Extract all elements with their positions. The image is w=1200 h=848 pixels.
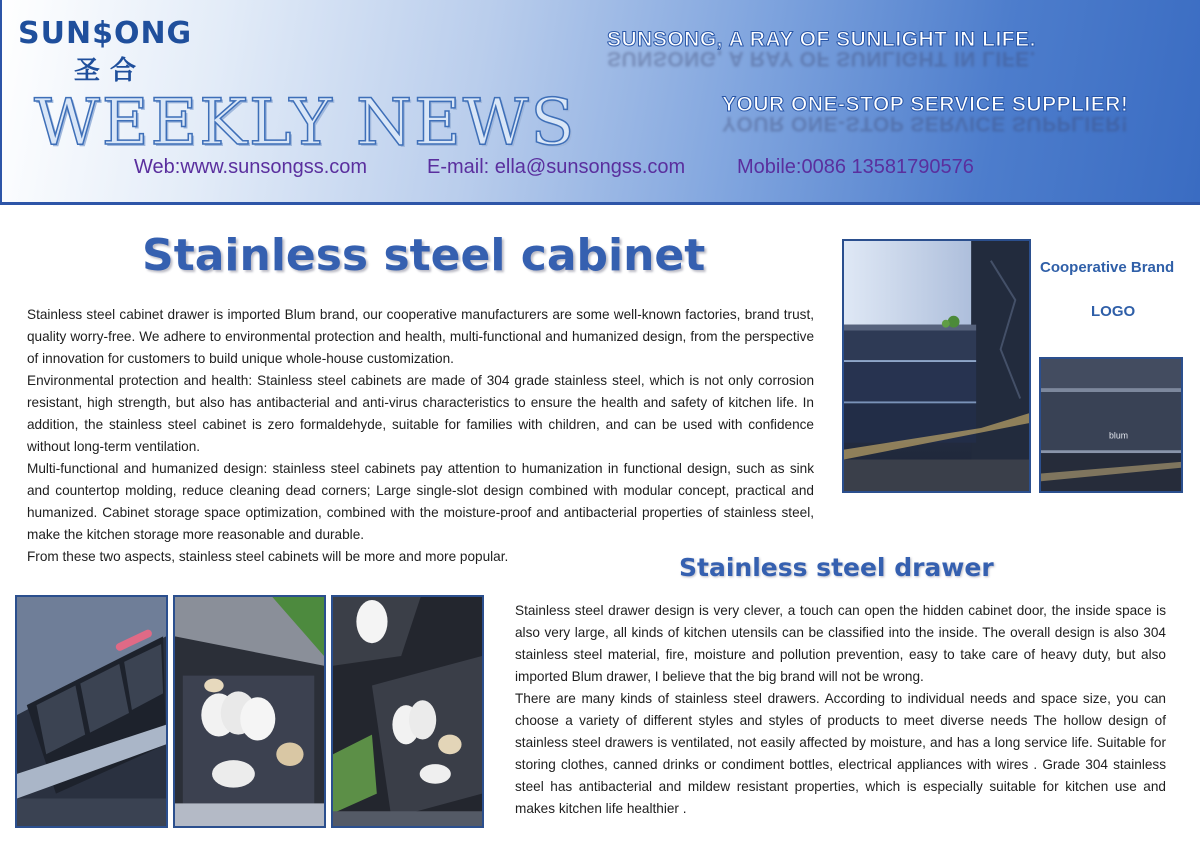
contact-email[interactable]: E-mail: ella@sunsongss.com [427,156,686,178]
cabinet-paragraph: Stainless steel cabinet drawer is imported Blum brand, our cooperative manufacturers are some well-known factories, brand trust, quality worry-free. We adhere to environmental protection and health, multi-functional and humanized design, from the perspective of innovation for customers to build unique whole-house customization. [27,307,814,366]
slogan-service: YOUR ONE-STOP SERVICE SUPPLIER! [722,93,1129,116]
cabinet-paragraph: From these two aspects, stainless steel cabinets will be more and more popular. [27,549,509,564]
cutlery-drawer-photo [15,595,168,828]
cabinet-paragraph: Multi-functional and humanized design: stainless steel cabinets pay attention to humanization in functional design, such as sink and countertop molding, reduce cleaning dead corners; Large single-slot design combined with modular concept, practical and humanized. Cabinet storage space optimization, combined with the moisture-proof and antibacterial properties of stainless steel, make the kitchen storage more reasonable and durable. [27,461,814,542]
contact-website[interactable]: Web:www.sunsongss.com [134,156,368,178]
cabinet-paragraph: Environmental protection and health: Stainless steel cabinets are made of 304 grade stainless steel, which is not only corrosion resistant, high strength, but also has antibacterial and anti-virus characteristics to ensure the health and safety of kitchen life. In addition, the stainless steel cabinet is zero formaldehyde, suitable for families with children, and can be used with confidence without long-term ventilation. [27,373,814,454]
drawer-body [515,600,1166,820]
cooperative-brand-label: Cooperative Brand [1040,259,1175,276]
slogan-sunlight: SUNSONG, A RAY OF SUNLIGHT IN LIFE. [607,28,1036,51]
blum-mark: blum [1109,430,1129,441]
slogan-reflection: SUNSONG, A RAY OF SUNLIGHT IN LIFE. [607,47,1036,70]
cabinet-heading: Stainless steel cabinet [142,230,706,281]
plate-drawer-photo [173,595,326,828]
contact-mobile: Mobile:0086 13581790576 [737,156,974,178]
cabinet-body [27,304,814,568]
kitchen-cabinet-photo [842,239,1031,493]
newsletter-title: WEEKLY NEWS [34,86,577,160]
slogan-reflection: YOUR ONE-STOP SERVICE SUPPLIER! [722,112,1129,135]
company-logo-chinese: 圣合 [74,56,147,86]
drawer-paragraph: Stainless steel drawer design is very clever, a touch can open the hidden cabinet door, the inside space is also very large, all kinds of kitchen utensils can be classified into the inside. The overall design is also 304 stainless steel material, fire, moisture and pollution prevention, easy to take care of heavy duty, but also imported Blum drawer, I believe that the big brand will not be wrong. [515,603,1166,684]
brand-logo-label: LOGO [1091,303,1136,320]
blum-drawer-photo [1039,357,1183,493]
dish-drawer-photo [331,595,484,828]
header-banner [0,0,1200,205]
drawer-heading: Stainless steel drawer [679,553,994,582]
drawer-paragraph: There are many kinds of stainless steel drawers. According to individual needs and space size, you can choose a variety of different styles and styles of products to meet diverse needs The hollow design of stainless steel drawers is ventilated, not easily affected by moisture, and has a long service life. Suitable for storing clothes, canned drinks or condiment bottles, electrical appliances with wires . Grade 304 stainless steel has antibacterial and mildew resistant properties, which is especially suitable for kitchen use and makes kitchen life healthier . [515,691,1166,816]
company-logo: SUN$ONG [18,16,193,51]
